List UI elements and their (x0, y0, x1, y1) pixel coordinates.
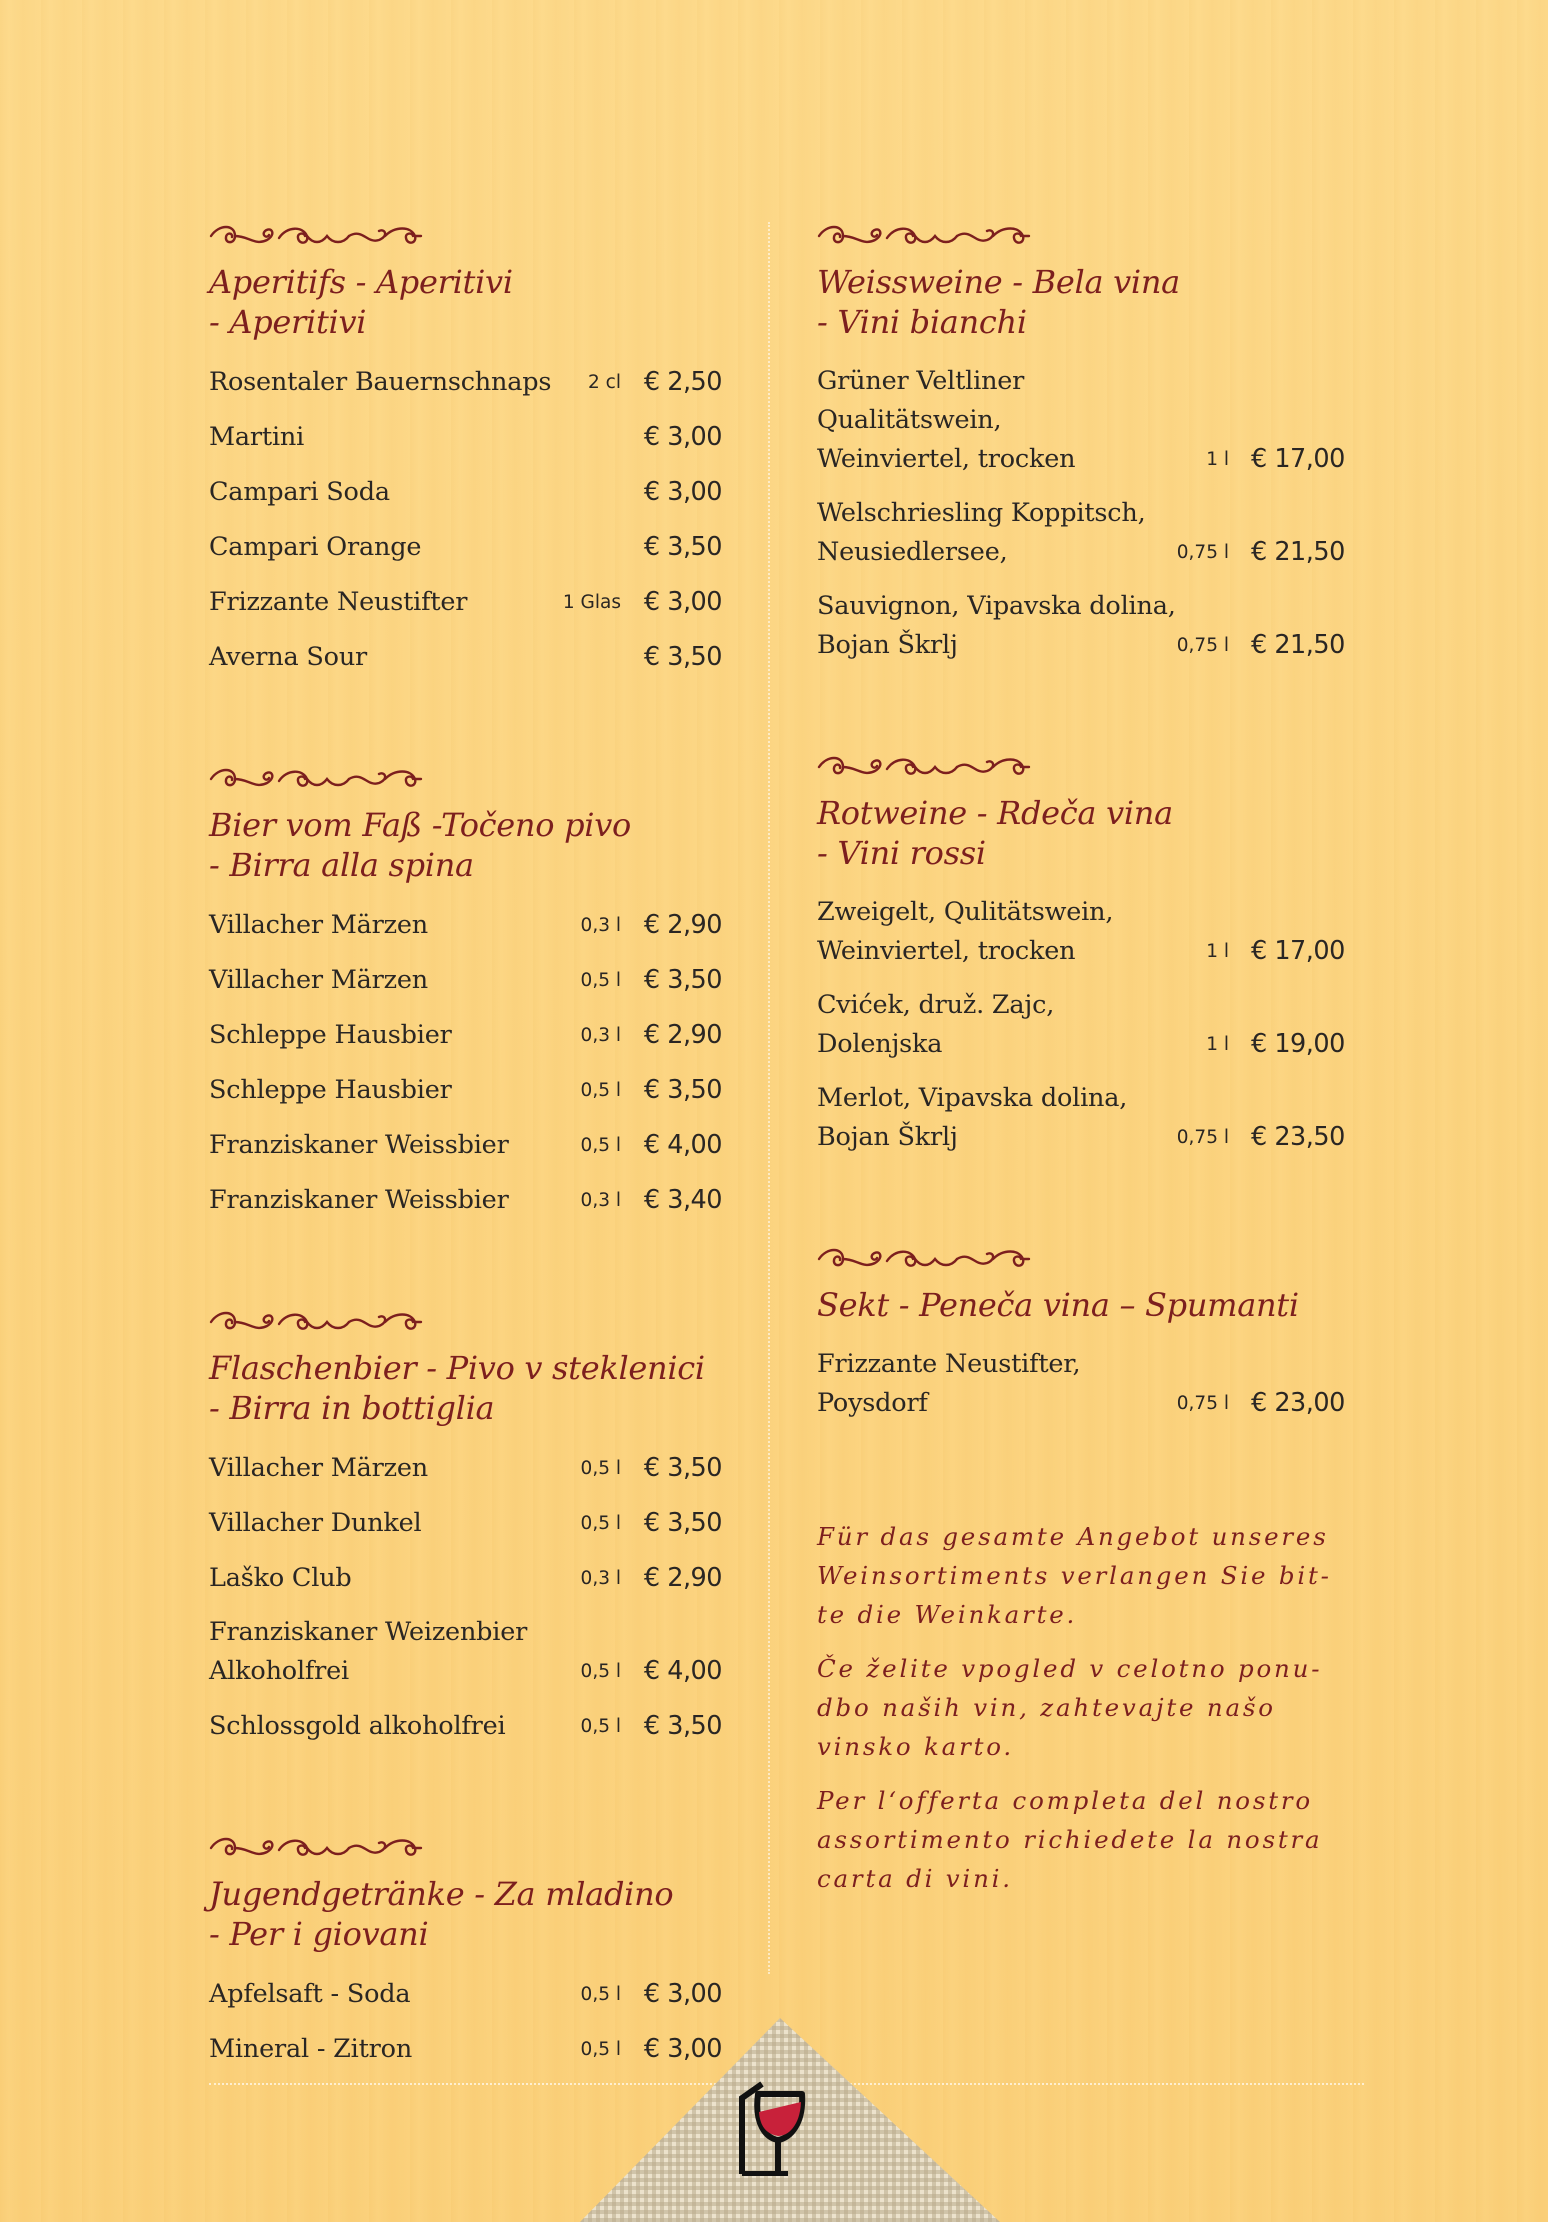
item-name (209, 1613, 581, 1691)
menu-item (209, 905, 722, 945)
item-name-line: Frizzante Neustifter (209, 587, 468, 617)
section-title-line: Weissweine - Bela vina (817, 263, 1180, 301)
section-title-line: Bier vom Faß -Točeno pivo (209, 806, 631, 844)
menu-item (817, 587, 1345, 665)
menu-item (209, 1180, 722, 1220)
note-paragraph (817, 1781, 1347, 1898)
item-size: 0,5 l (580, 2039, 621, 2060)
item-price: € 3,00 (643, 477, 722, 507)
item-size: 0,3 l (580, 1190, 621, 1211)
note-paragraph (817, 1517, 1347, 1634)
item-size: 0,75 l (1176, 1393, 1229, 1414)
item-price: € 2,90 (643, 1020, 722, 1050)
item-size: 2 cl (588, 372, 621, 393)
item-name (209, 1449, 581, 1488)
item-name-line: Apfelsaft - Soda (209, 1979, 411, 2009)
menu-item (209, 637, 722, 677)
item-name (817, 362, 1206, 479)
item-price: € 3,50 (643, 1508, 722, 1538)
item-name-line: Villacher Märzen (209, 965, 428, 995)
note-line: Für das gesamte Angebot unseres (817, 1522, 1329, 1551)
item-price: € 4,00 (643, 1130, 722, 1160)
menu-item (209, 472, 722, 512)
scroll-ornament-icon (817, 1245, 1031, 1275)
item-name-line: Weinviertel, trocken (817, 936, 1076, 966)
menu-section (209, 765, 722, 1220)
item-name (209, 418, 621, 457)
menu-item (209, 362, 722, 402)
item-name-line: Bojan Škrlj (817, 1122, 958, 1152)
menu-section (209, 1308, 722, 1746)
item-size: 0,5 l (580, 1661, 621, 1682)
item-price: € 3,50 (643, 1075, 722, 1105)
note-paragraph (817, 1649, 1347, 1766)
item-name (209, 363, 588, 402)
section-title-line: - Vini bianchi (817, 303, 1027, 341)
item-name-line: Franziskaner Weizenbier (209, 1617, 528, 1647)
item-name (209, 1975, 581, 2014)
menu-item (209, 1448, 722, 1488)
menu-item (209, 417, 722, 457)
item-price: € 3,50 (643, 1453, 722, 1483)
item-name-line: Villacher Märzen (209, 1453, 428, 1483)
item-name-line: Franziskaner Weissbier (209, 1130, 509, 1160)
item-size: 1 l (1206, 941, 1229, 962)
item-name-line: Schlossgold alkoholfrei (209, 1711, 506, 1741)
item-name-line: Mineral - Zitron (209, 2034, 413, 2064)
menu-item (209, 1613, 722, 1691)
menu-section (209, 222, 722, 677)
item-name-line: Neusiedlersee, (817, 537, 1008, 567)
item-name-line: Alkoholfrei (209, 1656, 349, 1686)
item-price: € 2,50 (643, 367, 722, 397)
item-price: € 21,50 (1251, 537, 1345, 567)
item-size: 0,5 l (580, 1716, 621, 1737)
item-name (209, 1071, 581, 1110)
item-name-line: Zweigelt, Qulitätswein, (817, 897, 1114, 927)
section-title-line: - Birra alla spina (209, 846, 474, 884)
menu-section (817, 1245, 1345, 1423)
item-name-line: Schleppe Hausbier (209, 1020, 452, 1050)
menu-item (209, 1503, 722, 1543)
item-name (817, 494, 1177, 572)
item-price: € 3,00 (643, 2034, 722, 2064)
item-price: € 23,00 (1251, 1388, 1345, 1418)
item-price: € 23,50 (1251, 1122, 1345, 1152)
item-price: € 21,50 (1251, 630, 1345, 660)
menu-item (817, 1079, 1345, 1157)
item-name-line: Campari Orange (209, 532, 422, 562)
item-name (817, 587, 1177, 665)
item-name-line: Poysdorf (817, 1388, 928, 1418)
note-line: carta di vini. (817, 1864, 1013, 1893)
item-name (209, 638, 621, 677)
item-size: 1 l (1206, 449, 1229, 470)
item-size: 0,5 l (580, 1984, 621, 2005)
item-name (209, 1559, 581, 1598)
left-column (209, 222, 722, 2157)
item-name-line: Merlot, Vipavska dolina, (817, 1083, 1128, 1113)
menu-item (817, 893, 1345, 971)
section-title-line: - Per i giovani (209, 1915, 429, 1953)
item-name (209, 1181, 581, 1220)
item-price: € 19,00 (1251, 1029, 1345, 1059)
item-price: € 17,00 (1251, 936, 1345, 966)
menu-item (209, 527, 722, 567)
item-size: 0,75 l (1176, 542, 1229, 563)
menu-item (817, 494, 1345, 572)
item-price: € 2,90 (643, 1563, 722, 1593)
item-name (209, 961, 581, 1000)
item-size: 0,5 l (580, 1513, 621, 1534)
item-size: 0,3 l (580, 1568, 621, 1589)
section-title-line: - Aperitivi (209, 303, 367, 341)
item-name-line: Bojan Škrlj (817, 630, 958, 660)
scroll-ornament-icon (817, 222, 1031, 252)
item-name-line: Frizzante Neustifter, (817, 1349, 1081, 1379)
item-name-line: Villacher Märzen (209, 910, 428, 940)
item-price: € 17,00 (1251, 444, 1345, 474)
item-name (817, 893, 1206, 971)
item-price: € 3,50 (643, 965, 722, 995)
item-name (209, 1504, 581, 1543)
item-size: 0,3 l (580, 915, 621, 936)
wine-list-note (817, 1517, 1347, 1913)
menu-item (209, 1558, 722, 1598)
section-title (817, 793, 1330, 873)
item-name-line: Villacher Dunkel (209, 1508, 422, 1538)
item-name-line: Cvićek, druž. Zajc, (817, 990, 1055, 1020)
menu-section (817, 222, 1345, 665)
menu-item (209, 960, 722, 1000)
item-name-line: Grüner Veltliner Qualitätswein, (817, 366, 1025, 435)
section-title-line: - Vini rossi (817, 834, 986, 872)
section-title-line: Flaschenbier - Pivo v steklenici (209, 1349, 705, 1387)
item-name (209, 906, 581, 945)
menu-item (209, 1974, 722, 2014)
item-name (209, 1707, 581, 1746)
item-name-line: Rosentaler Bauernschnaps (209, 367, 552, 397)
item-name-line: Martini (209, 422, 305, 452)
item-size: 0,75 l (1176, 1127, 1229, 1148)
item-price: € 3,00 (643, 422, 722, 452)
item-name (209, 473, 621, 512)
menu-item (209, 582, 722, 622)
section-title (817, 262, 1330, 342)
item-size: 0,5 l (580, 1135, 621, 1156)
item-name-line: Dolenjska (817, 1029, 943, 1059)
item-price: € 3,50 (643, 532, 722, 562)
scroll-ornament-icon (817, 753, 1031, 783)
wine-glass-house-logo-icon (728, 2080, 808, 2176)
item-price: € 3,50 (643, 642, 722, 672)
item-name-line: Averna Sour (209, 642, 368, 672)
menu-item (209, 1015, 722, 1055)
note-line: vinsko karto. (817, 1732, 1014, 1761)
item-name (817, 1079, 1177, 1157)
note-line: Če želite vpogled v celotno ponu- (817, 1654, 1323, 1683)
section-title (209, 1874, 722, 1954)
menu-item (817, 986, 1345, 1064)
item-price: € 3,00 (643, 1979, 722, 2009)
scroll-ornament-icon (209, 222, 423, 252)
section-title (209, 1348, 722, 1428)
item-price: € 3,00 (643, 587, 722, 617)
scroll-ornament-icon (209, 1834, 423, 1864)
menu-item (209, 1706, 722, 1746)
item-name (209, 583, 563, 622)
item-name (209, 528, 621, 567)
item-name (817, 1345, 1177, 1423)
section-title-line: Jugendgetränke - Za mladino (209, 1875, 674, 1913)
item-size: 0,75 l (1176, 635, 1229, 656)
menu-item (209, 1070, 722, 1110)
note-line: assortimento richiedete la nostra (817, 1825, 1323, 1854)
item-name (209, 1016, 581, 1055)
note-line: Weinsortiments verlangen Sie bit- (817, 1561, 1332, 1590)
note-line: Per l‘offerta completa del nostro (817, 1786, 1313, 1815)
item-name (209, 1126, 581, 1165)
item-size: 0,5 l (580, 1458, 621, 1479)
menu-item (209, 1125, 722, 1165)
item-price: € 2,90 (643, 910, 722, 940)
menu-item (817, 362, 1345, 479)
right-column (817, 222, 1345, 1511)
item-price: € 3,40 (643, 1185, 722, 1215)
item-size: 0,5 l (580, 1080, 621, 1101)
section-title (817, 1285, 1330, 1325)
section-title (209, 805, 722, 885)
menu-item (817, 1345, 1345, 1423)
item-size: 1 l (1206, 1034, 1229, 1055)
section-title-line: Sekt - Peneča vina – Spumanti (817, 1286, 1299, 1324)
item-size: 0,5 l (580, 970, 621, 991)
menu-section (817, 753, 1345, 1157)
section-title-line: - Birra in bottiglia (209, 1389, 495, 1427)
item-name (209, 2030, 581, 2069)
scroll-ornament-icon (209, 765, 423, 795)
section-title (209, 262, 722, 342)
item-name (817, 986, 1206, 1064)
section-title-line: Aperitifs - Aperitivi (209, 263, 513, 301)
item-price: € 4,00 (643, 1656, 722, 1686)
note-line: dbo naših vin, zahtevajte našo (817, 1693, 1276, 1722)
section-title-line: Rotweine - Rdeča vina (817, 794, 1173, 832)
item-name-line: Schleppe Hausbier (209, 1075, 452, 1105)
note-line: te die Weinkarte. (817, 1600, 1078, 1629)
item-name-line: Weinviertel, trocken (817, 444, 1076, 474)
item-size: 0,3 l (580, 1025, 621, 1046)
item-name-line: Franziskaner Weissbier (209, 1185, 509, 1215)
item-price: € 3,50 (643, 1711, 722, 1741)
item-size: 1 Glas (562, 592, 621, 613)
item-name-line: Sauvignon, Vipavska dolina, (817, 591, 1176, 621)
item-name-line: Laško Club (209, 1563, 352, 1593)
item-name-line: Welschriesling Koppitsch, (817, 498, 1146, 528)
column-divider (768, 222, 770, 1974)
item-name-line: Campari Soda (209, 477, 390, 507)
scroll-ornament-icon (209, 1308, 423, 1338)
